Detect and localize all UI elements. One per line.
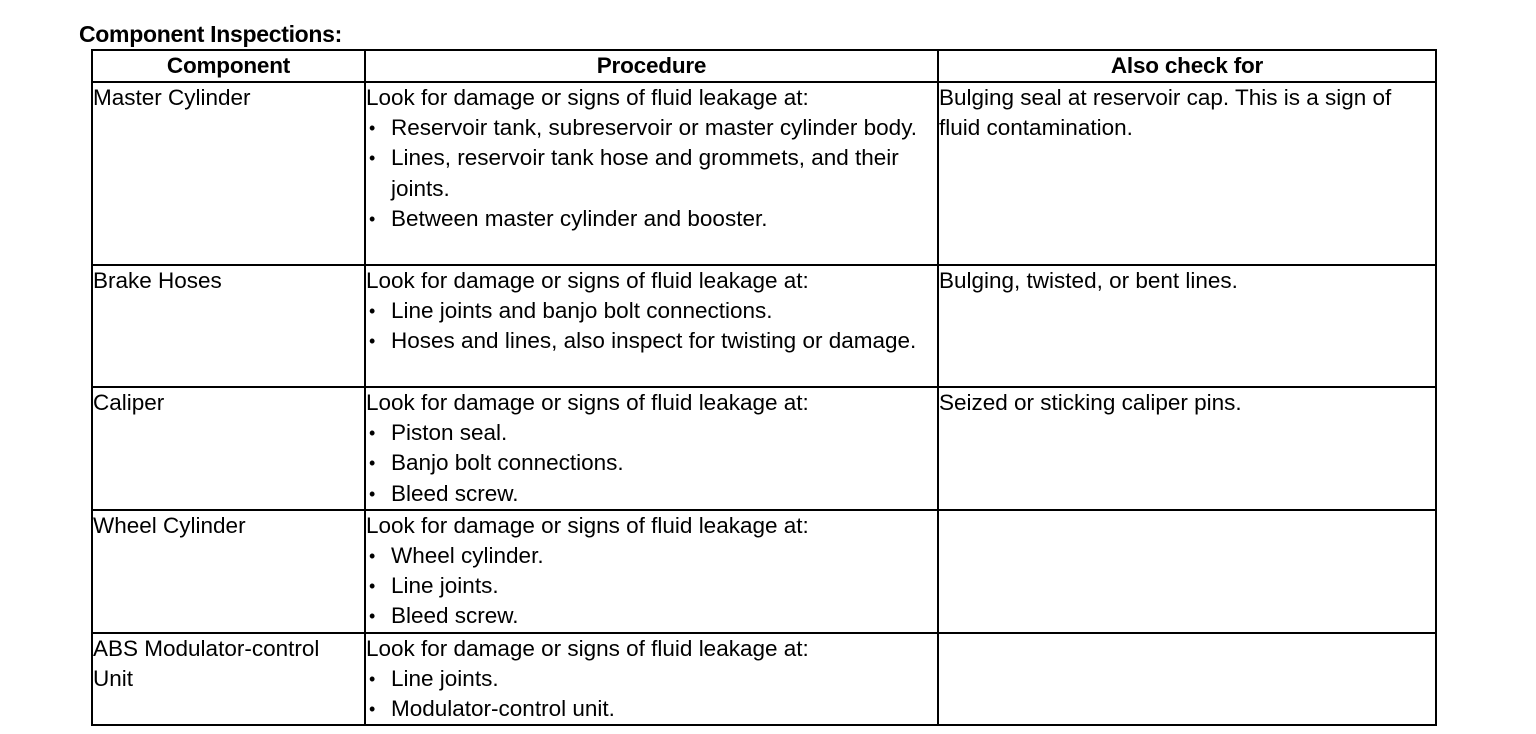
list-item-text: Bleed screw.	[391, 603, 519, 629]
list-item	[366, 571, 937, 601]
column-header-component: Component	[92, 50, 365, 82]
also-check-cell: Seized or sticking caliper pins.	[938, 387, 1436, 510]
list-item-text: Reservoir tank, subreservoir or master cylinder body.	[391, 115, 918, 141]
table-row	[92, 265, 1436, 387]
procedure-cell	[365, 633, 938, 726]
bullet-icon: •	[369, 668, 376, 689]
list-item	[366, 113, 937, 143]
bullet-icon: •	[369, 208, 376, 229]
also-check-cell	[938, 510, 1436, 633]
list-item-text: Modulator-control unit.	[391, 696, 615, 722]
list-item-text: Banjo bolt connections.	[391, 450, 624, 476]
bullet-icon: •	[369, 331, 376, 352]
procedure-list	[366, 296, 937, 356]
column-header-also-check: Also check for	[938, 50, 1436, 82]
procedure-intro: Look for damage or signs of fluid leakage at:	[366, 268, 809, 293]
procedure-intro: Look for damage or signs of fluid leakage at:	[366, 512, 809, 538]
procedure-cell	[365, 265, 938, 387]
list-item-text: Bleed screw.	[391, 480, 519, 506]
column-header-procedure: Procedure	[365, 50, 938, 82]
list-item	[366, 143, 937, 203]
also-check-cell: Bulging seal at reservoir cap. This is a sign of fluid contamination.	[938, 82, 1436, 265]
list-item	[366, 418, 937, 448]
table-row	[92, 510, 1436, 633]
list-item-text: Piston seal.	[391, 420, 508, 446]
list-item	[366, 326, 937, 356]
list-item-text: Hoses and lines, also inspect for twisting or damage.	[391, 328, 917, 354]
bullet-icon: •	[369, 699, 376, 720]
also-check-cell: Bulging, twisted, or bent lines.	[938, 265, 1436, 387]
procedure-list	[366, 113, 937, 234]
procedure-cell	[365, 387, 938, 510]
table-row	[92, 387, 1436, 510]
list-item	[366, 296, 937, 326]
procedure-cell	[365, 510, 938, 633]
table-row	[92, 633, 1436, 726]
bullet-icon: •	[369, 483, 376, 504]
procedure-intro: Look for damage or signs of fluid leakage at:	[366, 85, 809, 110]
list-item	[366, 448, 937, 478]
component-inspections-table	[91, 49, 1437, 726]
section-title: Component Inspections:	[79, 21, 343, 47]
bullet-icon: •	[369, 423, 376, 444]
bullet-icon: •	[369, 606, 376, 627]
list-item	[366, 694, 937, 724]
list-item	[366, 664, 937, 694]
table-header-row	[92, 50, 1436, 82]
bullet-icon: •	[369, 148, 376, 169]
procedure-intro: Look for damage or signs of fluid leakage at:	[366, 390, 809, 415]
bullet-icon: •	[369, 301, 376, 322]
component-cell: Caliper	[92, 387, 365, 510]
list-item-text: Line joints.	[391, 665, 499, 691]
list-item	[366, 601, 937, 631]
list-item-text: Lines, reservoir tank hose and grommets, and their joints.	[391, 145, 899, 201]
procedure-intro: Look for damage or signs of fluid leakage at:	[366, 635, 809, 661]
procedure-list	[366, 418, 937, 509]
also-check-cell	[938, 633, 1436, 726]
component-cell: Wheel Cylinder	[92, 510, 365, 633]
list-item-text: Line joints and banjo bolt connections.	[391, 298, 773, 324]
component-cell: Master Cylinder	[92, 82, 365, 265]
component-cell: Brake Hoses	[92, 265, 365, 387]
procedure-cell	[365, 82, 938, 265]
list-item	[366, 541, 937, 571]
list-item-text: Between master cylinder and booster.	[391, 205, 768, 231]
component-cell: ABS Modulator-control Unit	[92, 633, 365, 726]
list-item	[366, 204, 937, 234]
bullet-icon: •	[369, 546, 376, 567]
table-row	[92, 82, 1436, 265]
procedure-list	[366, 541, 937, 632]
procedure-list	[366, 664, 937, 724]
list-item	[366, 479, 937, 509]
bullet-icon: •	[369, 118, 376, 139]
bullet-icon: •	[369, 453, 376, 474]
list-item-text: Wheel cylinder.	[391, 543, 544, 569]
bullet-icon: •	[369, 576, 376, 597]
list-item-text: Line joints.	[391, 573, 499, 599]
